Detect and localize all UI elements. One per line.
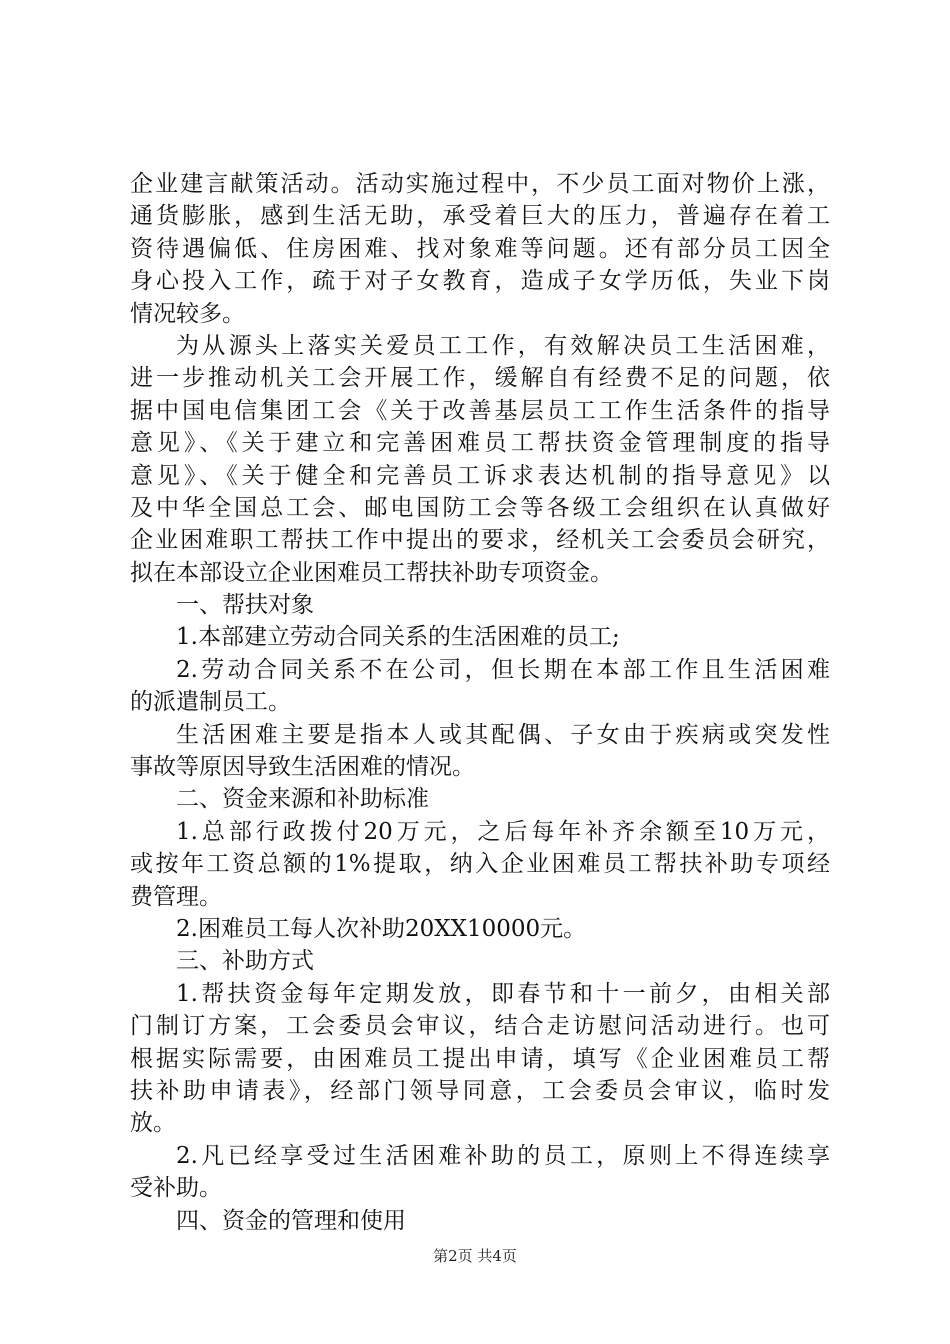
section-heading: 四、资金的管理和使用: [176, 1207, 406, 1234]
text-line: 为从源头上落实关爱员工工作，有效解决员工生活困难，: [176, 332, 830, 359]
text-line: 2.困难员工每人次补助20XX10000元。: [176, 915, 587, 942]
section-heading: 一、帮扶对象: [176, 592, 314, 619]
text-line: 拟在本部设立企业困难员工帮扶补助专项资金。: [130, 559, 613, 586]
page-footer: 第2页 共4页: [433, 1247, 517, 1265]
document-body: [130, 168, 830, 1237]
text-line: 资待遇偏低、住房困难、找对象难等问题。还有部分员工因全: [130, 235, 830, 262]
text-line: 企业建言献策活动。活动实施过程中，不少员工面对物价上涨，: [130, 171, 830, 197]
section-heading: 二、资金来源和补助标准: [176, 786, 429, 813]
text-line: 企业困难职工帮扶工作中提出的要求，经机关工会委员会研究，: [130, 527, 830, 554]
text-line: 或按年工资总额的1%提取，纳入企业困难员工帮扶补助专项经: [130, 851, 830, 878]
text-line: 的派遣制员工。: [130, 689, 291, 716]
text-line: 根据实际需要，由困难员工提出申请，填写《企业困难员工帮: [130, 1045, 830, 1072]
text-line: 1.帮扶资金每年定期发放，即春节和十一前夕，由相关部: [176, 980, 830, 1007]
text-line: 及中华全国总工会、邮电国防工会等各级工会组织在认真做好: [130, 494, 830, 521]
text-line: 门制订方案，工会委员会审议，结合走访慰问活动进行。也可: [130, 1013, 830, 1040]
text-line: 受补助。: [130, 1175, 222, 1202]
text-line: 事故等原因导致生活困难的情况。: [130, 754, 475, 781]
text-line: 通货膨胀，感到生活无助，承受着巨大的压力，普遍存在着工: [130, 203, 830, 230]
text-line: 意见》、《关于健全和完善员工诉求表达机制的指导意见》以: [130, 462, 830, 489]
text-line: 2.凡已经享受过生活困难补助的员工，原则上不得连续享: [176, 1142, 830, 1169]
text-line: 放。: [130, 1110, 176, 1137]
text-line: 身心投入工作，疏于对子女教育，造成子女学历低，失业下岗: [130, 268, 830, 295]
text-line: 费管理。: [130, 883, 222, 910]
text-line: 情况较多。: [130, 300, 245, 327]
text-line: 1.本部建立劳动合同关系的生活困难的员工;: [176, 624, 620, 651]
text-line: 据中国电信集团工会《关于改善基层员工工作生活条件的指导: [130, 397, 830, 424]
text-line: 生活困难主要是指本人或其配偶、子女由于疾病或突发性: [176, 721, 830, 748]
text-line: 扶补助申请表》，经部门领导同意，工会委员会审议，临时发: [130, 1077, 830, 1104]
text-line: 2.劳动合同关系不在公司，但长期在本部工作且生活困难: [176, 656, 830, 683]
text-line: 意见》、《关于建立和完善困难员工帮扶资金管理制度的指导: [130, 430, 830, 457]
text-line: 进一步推动机关工会开展工作，缓解自有经费不足的问题，依: [130, 365, 830, 392]
section-heading: 三、补助方式: [176, 948, 314, 975]
text-line: 1.总部行政拨付20万元，之后每年补齐余额至10万元，: [176, 818, 830, 845]
